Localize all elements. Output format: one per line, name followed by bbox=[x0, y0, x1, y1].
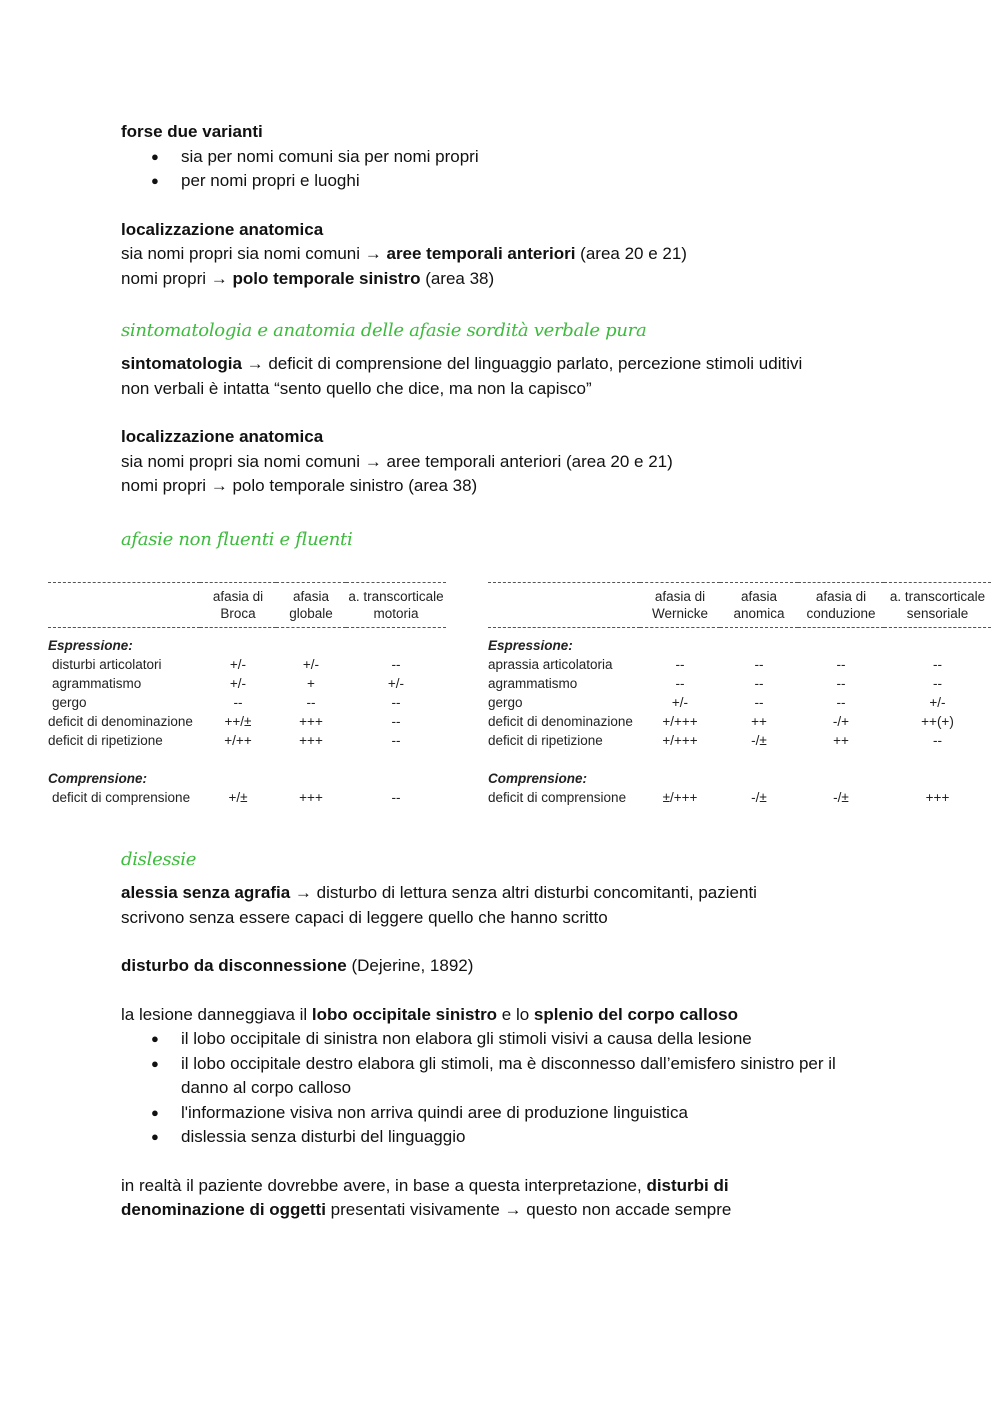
header-text: afasia di bbox=[815, 589, 867, 604]
cell: +/- bbox=[929, 695, 946, 710]
cell: ++ bbox=[751, 714, 767, 729]
text: (area 20 e 21) bbox=[575, 244, 687, 263]
list-item: ● per nomi propri e luoghi bbox=[121, 169, 881, 194]
header-text: a. transcorticale bbox=[889, 589, 986, 604]
header-text: afasia di bbox=[654, 589, 706, 604]
text: (Dejerine, 1892) bbox=[346, 956, 474, 975]
cell: -- bbox=[754, 657, 764, 672]
table-header-row bbox=[48, 583, 446, 628]
sintomatologia-line-2: non verbali è intatta “sento quello che dice, ma non la capisco” bbox=[121, 378, 592, 398]
bold-text: aree temporali anteriori bbox=[386, 244, 576, 263]
section-sordita bbox=[121, 352, 881, 499]
table-row bbox=[48, 693, 446, 712]
row-label: agrammatismo bbox=[488, 676, 578, 691]
cell: +/+++ bbox=[662, 733, 698, 748]
cell: +/- bbox=[229, 676, 247, 691]
bold-text: disturbi di bbox=[646, 1175, 729, 1195]
header-text: Wernicke bbox=[651, 606, 709, 621]
row-label: disturbi articolatori bbox=[52, 657, 162, 672]
text: in realtà il paziente dovrebbe avere, in base a questa interpretazione, bbox=[121, 1175, 647, 1195]
table-row bbox=[48, 655, 446, 674]
text: → disturbo di lettura senza altri disturbi concomitanti, pazienti bbox=[290, 883, 757, 902]
row-label: agrammatismo bbox=[52, 676, 142, 691]
text: la lesione danneggiava il bbox=[121, 1004, 312, 1024]
header-text: motoria bbox=[373, 606, 419, 621]
cell: -- bbox=[675, 676, 685, 691]
section-varianti bbox=[121, 120, 881, 291]
cell: +/- bbox=[671, 695, 689, 710]
table-row bbox=[48, 674, 446, 693]
table-afasie-fluenti bbox=[488, 582, 991, 807]
cell: -- bbox=[391, 657, 401, 672]
cell: -/± bbox=[833, 790, 849, 805]
section-label: Espressione: bbox=[48, 638, 133, 653]
cell: ++ bbox=[833, 733, 849, 748]
localizzazione-line-2 bbox=[121, 267, 881, 292]
cell: +++ bbox=[299, 790, 323, 805]
heading-dislessie: dislessie bbox=[121, 849, 197, 870]
header-wernicke bbox=[640, 583, 720, 628]
cell: -- bbox=[391, 733, 401, 748]
text: sia nomi propri sia nomi comuni → bbox=[121, 244, 387, 263]
header-text: anomica bbox=[733, 606, 785, 621]
cell: -- bbox=[391, 695, 401, 710]
cell: -- bbox=[675, 657, 685, 672]
localizzazione-title: localizzazione anatomica bbox=[121, 427, 324, 446]
realta-line-2 bbox=[121, 1198, 861, 1223]
cell: +++ bbox=[299, 714, 323, 729]
localizzazione-line-2: nomi propri → polo temporale sinistro (area 38) bbox=[121, 476, 478, 495]
cell: -- bbox=[933, 676, 942, 691]
table-row bbox=[488, 655, 991, 674]
row-label: gergo bbox=[52, 695, 87, 710]
text: (area 38) bbox=[420, 268, 495, 288]
row-label: deficit di comprensione bbox=[488, 790, 627, 805]
header-text: globale bbox=[289, 606, 333, 621]
table-row bbox=[488, 712, 991, 731]
table-row bbox=[48, 712, 446, 731]
sintomatologia-line-1 bbox=[121, 352, 881, 377]
cell: +/- bbox=[302, 657, 320, 672]
header-anomica bbox=[720, 583, 798, 628]
cell: -- bbox=[836, 657, 846, 672]
cell: -- bbox=[836, 676, 846, 691]
lesione-list bbox=[121, 1027, 861, 1150]
text: nomi propri → bbox=[121, 268, 233, 288]
header-text: sensoriale bbox=[906, 606, 969, 621]
lesione-line bbox=[121, 1003, 861, 1028]
row-label: deficit di denominazione bbox=[488, 714, 633, 729]
bold-text: sintomatologia bbox=[121, 354, 242, 373]
header-empty bbox=[48, 583, 200, 628]
header-empty bbox=[488, 583, 640, 628]
table-row bbox=[48, 788, 446, 807]
text: e lo bbox=[497, 1004, 534, 1024]
row-label: deficit di denominazione bbox=[48, 714, 193, 729]
table-row bbox=[488, 693, 991, 712]
text: → deficit di comprensione del linguaggio parlato, percezione stimoli uditivi bbox=[241, 354, 803, 373]
cell: +/++ bbox=[224, 733, 252, 748]
bold-text: lobo occipitale sinistro bbox=[311, 1004, 498, 1024]
table-row bbox=[488, 788, 991, 807]
section-label: Comprensione: bbox=[488, 771, 588, 786]
localizzazione-line-1: sia nomi propri sia nomi comuni → aree temporali anteriori (area 20 e 21) bbox=[121, 451, 673, 471]
cell: ++/± bbox=[224, 714, 252, 729]
cell: -/± bbox=[751, 733, 767, 748]
header-broca bbox=[200, 583, 276, 628]
realta-line-1 bbox=[121, 1174, 861, 1199]
table-row bbox=[488, 674, 991, 693]
bold-text: splenio del corpo calloso bbox=[533, 1004, 738, 1024]
cell: + bbox=[307, 676, 315, 691]
header-transcorticale-sensoriale bbox=[884, 583, 991, 628]
table-row bbox=[48, 731, 446, 750]
header-text: conduzione bbox=[806, 606, 876, 621]
cell: -- bbox=[306, 695, 316, 710]
header-text: afasia bbox=[740, 589, 778, 604]
varianti-list bbox=[121, 145, 881, 194]
list-item: ● il lobo occipitale di sinistra non elabora gli stimoli visivi a causa della lesione bbox=[121, 1027, 861, 1052]
cell: -/± bbox=[751, 790, 767, 805]
table-header-row bbox=[488, 583, 991, 628]
header-text: afasia di bbox=[212, 589, 264, 604]
list-item: ● dislessia senza disturbi del linguaggio bbox=[121, 1125, 861, 1150]
cell: ++(+) bbox=[921, 714, 954, 729]
bold-text: polo temporale sinistro bbox=[232, 268, 421, 288]
bold-text: alessia senza agrafia bbox=[121, 883, 291, 902]
cell: -- bbox=[754, 695, 764, 710]
heading-afasie-fluenti: afasie non fluenti e fluenti bbox=[121, 529, 353, 550]
localizzazione-title: localizzazione anatomica bbox=[121, 219, 324, 239]
text: presentati visivamente → questo non accade sempre bbox=[325, 1200, 732, 1219]
cell: -- bbox=[836, 695, 846, 710]
cell: +/- bbox=[387, 676, 405, 691]
cell: +++ bbox=[925, 790, 950, 805]
section-label: Espressione: bbox=[488, 638, 573, 653]
cell: +/± bbox=[228, 790, 248, 805]
header-conduzione bbox=[798, 583, 884, 628]
list-item: ● sia per nomi comuni sia per nomi propri bbox=[121, 145, 881, 170]
cell: -- bbox=[391, 790, 401, 805]
varianti-title: forse due varianti bbox=[121, 122, 263, 141]
cell: -- bbox=[233, 695, 243, 710]
row-label: deficit di ripetizione bbox=[488, 733, 603, 748]
alessia-line-2: scrivono senza essere capaci di leggere quello che hanno scritto bbox=[121, 907, 608, 927]
row-label: deficit di comprensione bbox=[52, 790, 191, 805]
cell: ±/+++ bbox=[662, 790, 698, 805]
localizzazione-line-1 bbox=[121, 242, 881, 267]
disconnessione-line bbox=[121, 954, 861, 979]
cell: +/+++ bbox=[662, 714, 698, 729]
header-transcorticale-motoria bbox=[346, 583, 446, 628]
list-item: ● il lobo occipitale destro elabora gli stimoli, ma è disconnesso dall’emisfero sinistro per il danno al corpo calloso bbox=[121, 1052, 861, 1101]
heading-sordita-verbale: sintomatologia e anatomia delle afasie sordità verbale pura bbox=[121, 320, 647, 341]
list-item: ● l'informazione visiva non arriva quindi aree di produzione linguistica bbox=[121, 1101, 861, 1126]
bold-text: disturbo da disconnessione bbox=[121, 956, 347, 975]
cell: -- bbox=[754, 676, 764, 691]
header-text: afasia bbox=[292, 589, 330, 604]
cell: -/+ bbox=[832, 714, 850, 729]
header-text: a. transcorticale bbox=[348, 589, 444, 604]
row-label: deficit di ripetizione bbox=[48, 733, 163, 748]
cell: -- bbox=[933, 657, 942, 672]
section-label: Comprensione: bbox=[48, 771, 148, 786]
row-label: aprassia articolatoria bbox=[488, 657, 613, 672]
alessia-line-1 bbox=[121, 881, 861, 906]
bold-text: denominazione di oggetti bbox=[121, 1200, 326, 1219]
row-label: gergo bbox=[488, 695, 523, 710]
header-text: Broca bbox=[220, 606, 256, 621]
section-dislessie bbox=[121, 881, 861, 1223]
cell: +++ bbox=[299, 733, 323, 748]
cell: +/- bbox=[229, 657, 247, 672]
cell: -- bbox=[933, 733, 942, 748]
table-row bbox=[488, 731, 991, 750]
header-globale bbox=[276, 583, 346, 628]
cell: -- bbox=[391, 714, 401, 729]
table-afasie-non-fluenti bbox=[48, 582, 446, 807]
